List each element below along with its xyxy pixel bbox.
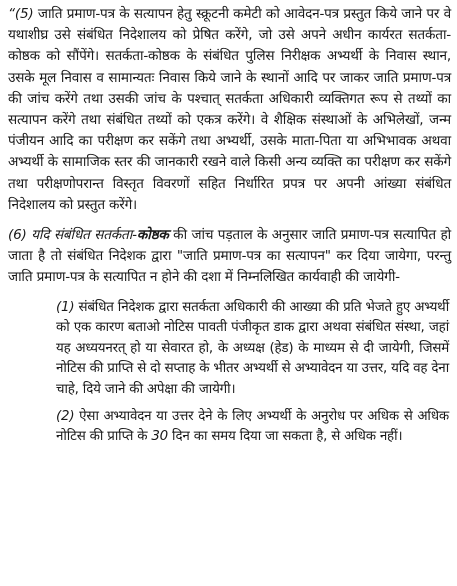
paragraph-6-text: की जांच पड़ताल के अनुसार जाति प्रमाण-पत्र सत्यापित हो जाता है तो संबंधित निदेशक द्वारा "जाति प्रमाण-पत्र का सत्यापन" कर दिया जायेगा, परन्तु जाति प्रमाण-पत्र के सत्यापित न होने की दशा में निम्नलिखित कार्यवाही की जायेगी- bbox=[8, 227, 451, 286]
sub-clause-2-days: 30 bbox=[151, 429, 168, 445]
sub-clause-2-text-after: दिन का समय दिया जा सकता है, से अधिक नहीं। bbox=[167, 429, 403, 445]
paragraph-6 bbox=[8, 225, 451, 289]
paragraph-gap bbox=[8, 216, 451, 225]
sub-clause-2-text-before: ऐसा अभ्यावेदन या उत्तर देने के लिए अभ्यर्थी के अनुरोध पर अधिक से अधिक नोटिस की प्राप्ति के bbox=[56, 408, 449, 445]
sub-clause-2-number: (2) bbox=[56, 408, 75, 424]
paragraph-5 bbox=[8, 4, 451, 216]
paragraph-6-lead: यदि संबंधित सतर्कता- bbox=[31, 227, 137, 244]
sub-clause-1-text: संबंधित निदेशक द्वारा सतर्कता अधिकारी की आख्या की प्रति भेजते हुए अभ्यर्थी को एक कारण बताओ नोटिस पावती पंजीकृत डाक द्वारा अथवा संबंधित संस्था, जहां यह अध्ययनरत् हो या सेवारत हो, के अध्यक्ष (हेड) के माध्यम से दी जायेगी, जिसमें नोटिस की प्राप्ति से दो सप्ताह के भीतर अभ्यर्थी से अभ्यावेदन या उत्तर, यदि वह देना चाहे, दिये जाने की अपेक्षा की जायेगी। bbox=[56, 299, 449, 398]
paragraph-5-text: जाति प्रमाण-पत्र के सत्यापन हेतु स्क्रूटनी कमेटी को आवेदन-पत्र प्रस्तुत किये जाने पर वे यथाशीघ्र उसे संबंधित निदेशालय को प्रेषित करेंगे, जो उसे अपने अधीन कार्यरत सतर्कता-कोष्ठक को सौंपेंगे। सतर्कता-कोष्ठक के संबंधित पुलिस निरीक्षक अभ्यर्थी के निवास स्थान, उसके मूल निवास व सामान्यतः निवास किये जाने के स्थानों आदि पर जाकर जाति प्रमाण-पत्र की जांच करेंगे तथा उसकी जांच के पश्चात् सतर्कता अधिकारी व्यक्तिगत रूप से तथ्यों का सत्यापन करेंगे तथा संबंधित तथ्यों को एकत्र करेंगे। वे शैक्षिक संस्थाओं के अभिलेखों, जन्म पंजीयन आदि का परीक्षण कर सकेंगे तथा अभ्यर्थी, उसके माता-पिता या अभिभावक अथवा अभ्यर्थी के सामाजिक स्तर की जानकारी रखने वाले किसी अन्य व्यक्ति का परीक्षण कर सकेंगे तथा परीक्षणोपरान्त विस्तृत विवरणों सहित निर्धारित प्रपत्र पर अपनी आंख्या संबंधित निदेशालय को प्रस्तुत करेंगे। bbox=[8, 6, 451, 213]
paragraph-5-number: “(5) bbox=[8, 6, 34, 22]
paragraph-gap bbox=[8, 289, 451, 298]
sub-clause-1 bbox=[56, 298, 449, 401]
sub-clause-2 bbox=[56, 407, 449, 448]
sub-clause-1-number: (1) bbox=[56, 299, 75, 315]
paragraph-6-emphasis: कोष्ठक bbox=[136, 227, 169, 244]
sub-clauses bbox=[8, 298, 451, 448]
paragraph-6-number: (6) bbox=[8, 227, 27, 244]
